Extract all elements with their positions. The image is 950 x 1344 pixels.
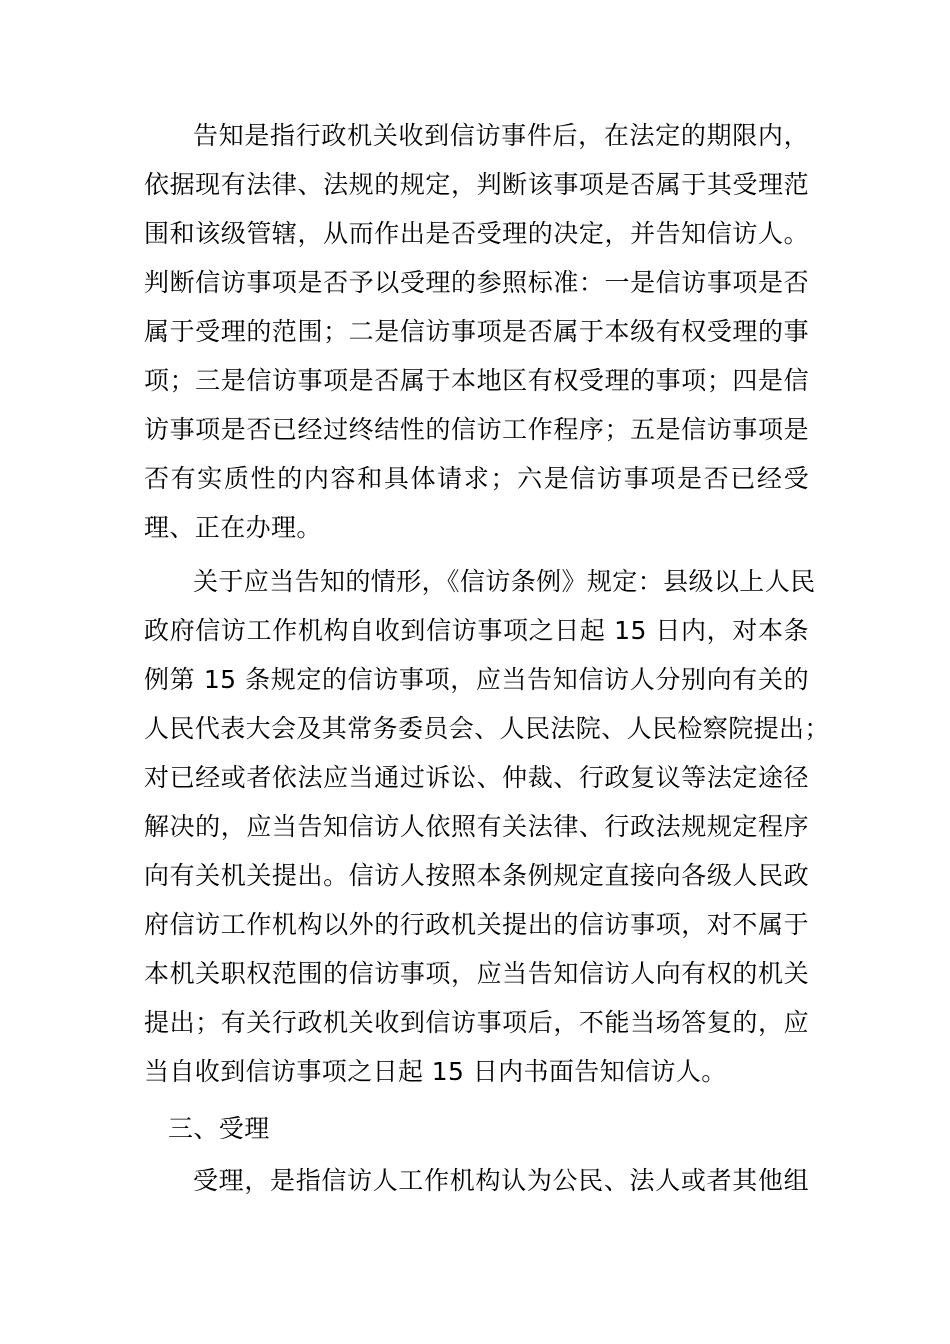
paragraph-line: 项；三是信访事项是否属于本地区有权受理的事项；四是信	[144, 366, 809, 395]
paragraph-line: 理、正在办理。	[144, 513, 322, 542]
paragraph-line: 例第 15 条规定的信访事项，应当告知信访人分别向有关的	[144, 665, 809, 694]
paragraph-line: 关于应当告知的情形，《信访条例》规定：县级以上人民	[193, 567, 816, 596]
paragraph-line: 围和该级管辖，从而作出是否受理的决定，并告知信访人。	[144, 219, 809, 248]
paragraph-line: 否有实质性的内容和具体请求；六是信访事项是否已经受	[144, 464, 809, 493]
paragraph-line: 当自收到信访事项之日起 15 日内书面告知信访人。	[144, 1057, 727, 1086]
paragraph-line: 人民代表大会及其常务委员会、人民法院、人民检察院提出；	[144, 714, 830, 743]
paragraph-line: 依据现有法律、法规的规定，判断该事项是否属于其受理范	[144, 170, 809, 199]
paragraph-line: 本机关职权范围的信访事项，应当告知信访人向有权的机关	[144, 959, 809, 988]
paragraph-line: 告知是指行政机关收到信访事件后，在法定的期限内，	[193, 121, 809, 150]
paragraph-line: 府信访工作机构以外的行政机关提出的信访事项，对不属于	[144, 910, 809, 939]
section-heading: 三、受理	[168, 1114, 270, 1143]
paragraph-line: 受理，是指信访人工作机构认为公民、法人或者其他组	[193, 1166, 809, 1195]
paragraph-line: 解决的，应当告知信访人依照有关法律、行政法规规定程序	[144, 812, 809, 841]
paragraph-line: 对已经或者依法应当通过诉讼、仲裁、行政复议等法定途径	[144, 763, 809, 792]
paragraph-line: 属于受理的范围；二是信访事项是否属于本级有权受理的事	[144, 317, 809, 346]
paragraph-line: 向有关机关提出。信访人按照本条例规定直接向各级人民政	[144, 861, 809, 890]
paragraph-line: 政府信访工作机构自收到信访事项之日起 15 日内，对本条	[144, 616, 809, 645]
paragraph-line: 提出；有关行政机关收到信访事项后，不能当场答复的，应	[144, 1008, 809, 1037]
paragraph-line: 访事项是否已经过终结性的信访工作程序；五是信访事项是	[144, 415, 809, 444]
paragraph-line: 判断信访事项是否予以受理的参照标准：一是信访事项是否	[144, 268, 809, 297]
